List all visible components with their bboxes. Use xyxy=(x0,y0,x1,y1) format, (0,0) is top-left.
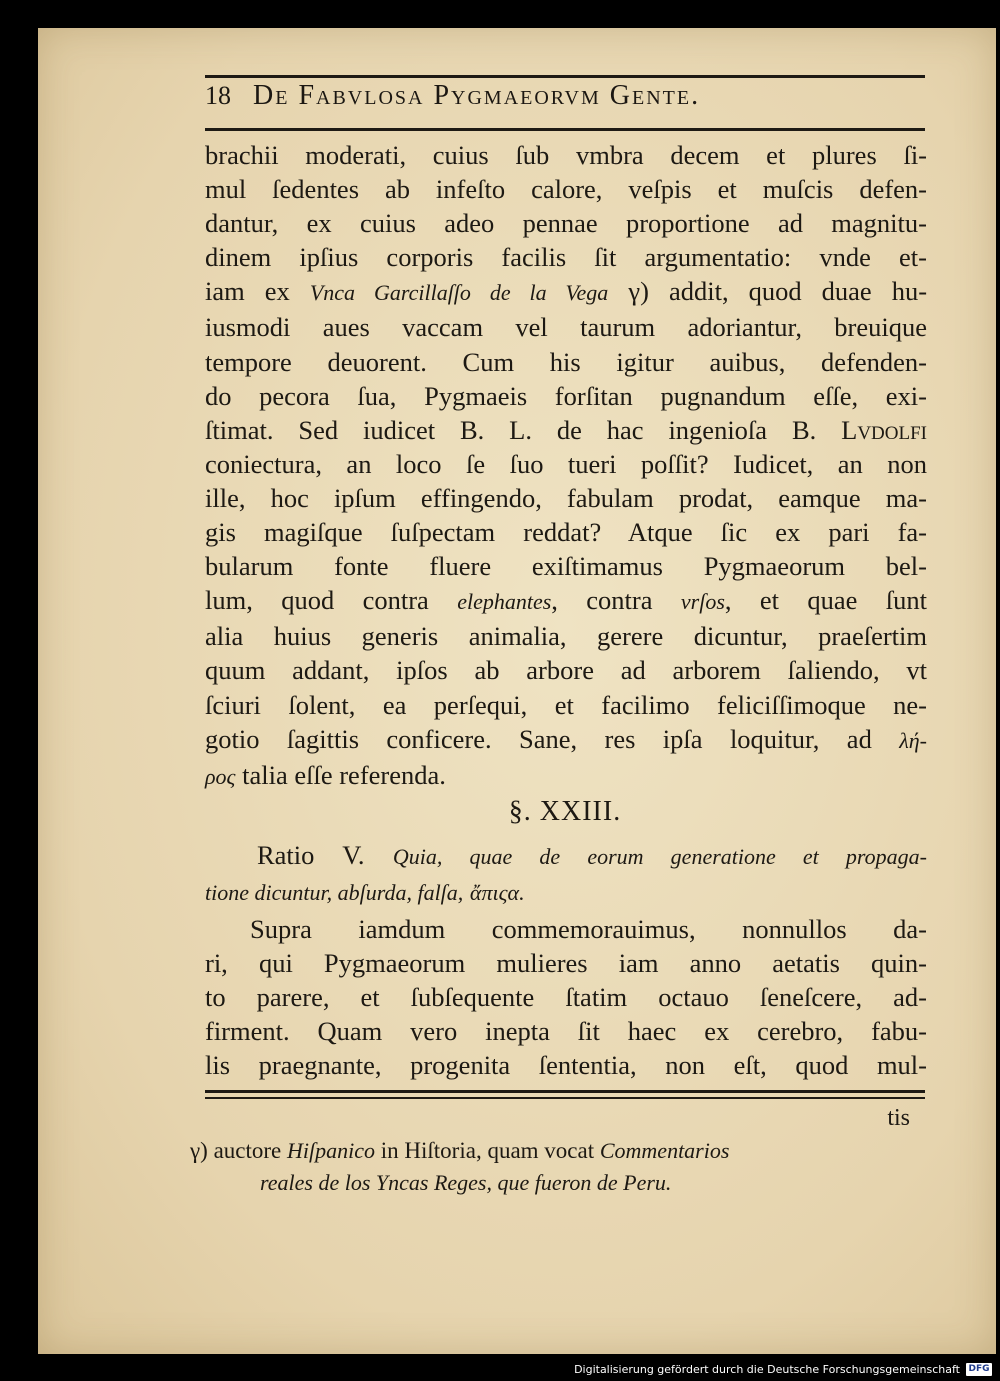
footnote-marker: γ) xyxy=(190,1138,208,1163)
footnote-line: γ) auctore Hiſpanico in Hiſtoria, quam vocat Commentarios xyxy=(190,1138,730,1163)
body-paragraph-2 xyxy=(205,912,927,1082)
ratio-paragraph xyxy=(205,838,927,910)
footnote-line: reales de los Yncas Reges, que fueron de Peru. xyxy=(260,1170,672,1195)
body-paragraph xyxy=(205,138,927,794)
italic-ursos: vrſos xyxy=(680,589,725,615)
footer-rule-thin xyxy=(205,1097,925,1099)
text-line: lum, quod contra elephantes, contra vrſos, et quae ſunt xyxy=(205,585,927,616)
ratio-italic: Quia, quae de eorum generatione et propaga- xyxy=(392,844,928,869)
text-line: coniectura, an loco ſe ſuo tueri poſſit? Iudicet, an non xyxy=(205,448,927,479)
greek-word: ρος xyxy=(205,763,236,789)
footer-rule xyxy=(205,1090,925,1093)
text-line: iam ex Vnca Garcillaſſo de la Vega γ) addit, quod duae hu- xyxy=(205,276,928,307)
ludolfi-name: vdolfi xyxy=(857,414,927,445)
digitization-credit xyxy=(574,1361,992,1377)
text-line: mul ſedentes ab infeſto calore, veſpis et muſcis defen- xyxy=(205,174,927,205)
header-rule-top xyxy=(205,75,925,78)
ratio-label: Ratio V. xyxy=(257,840,365,870)
page-number: 18 xyxy=(205,81,231,110)
text-line: tempore deuorent. Cum his igitur auibus, defenden- xyxy=(205,346,927,377)
text-line: quum addant, ipſos ab arbore ad arborem ſaliendo, vt xyxy=(205,655,927,686)
section-heading: §. XXIII. xyxy=(508,796,622,827)
greek-word: ἄπιςα. xyxy=(469,880,525,906)
text-line: brachii moderati, cuius ſub vmbra decem et plures ſi- xyxy=(205,140,927,170)
text-line: do pecora ſua, Pygmaeis forſitan pugnandum eſſe, exi- xyxy=(205,380,927,411)
catchword: tis xyxy=(887,1105,910,1131)
text-line: lis praegnante, progenita ſententia, non eſt, quod mul- xyxy=(205,1050,927,1081)
footnote-ref: γ) xyxy=(628,276,649,307)
running-title: De Fabvlosa Pygmaeorvm Gente. xyxy=(253,80,701,111)
text-line: ſciuri ſolent, ea perſequi, et facilimo feliciſſimoque ne- xyxy=(205,689,927,720)
ratio-italic: tione dicuntur, abſurda, falſa, xyxy=(205,880,464,906)
text-line xyxy=(205,874,927,910)
footnote xyxy=(190,1135,915,1199)
greek-word: λή- xyxy=(899,727,928,753)
italic-elephantes: elephantes xyxy=(457,589,552,615)
text-line: to parere, et ſubſequente ſtatim octauo ſeneſcere, ad- xyxy=(205,982,927,1013)
text-line: Supra iamdum commemorauimus, nonnullos da- xyxy=(250,914,927,944)
text-line: ri, qui Pygmaeorum mulieres iam anno aetatis quin- xyxy=(205,948,927,979)
text-line: gis magiſque ſuſpectam reddat? Atque ſic ex pari fa- xyxy=(205,517,927,548)
text-line: firment. Quam vero inepta ſit haec ex cerebro, fabu- xyxy=(205,1016,927,1047)
text-line: ſtimat. Sed iudicet B. L. de hac ingenioſa B. Lvdolfi xyxy=(205,414,927,445)
page-header xyxy=(205,80,925,120)
text-line: dantur, ex cuius adeo pennae proportione ad magnitu- xyxy=(205,208,927,239)
text-line xyxy=(205,838,927,874)
text-line: ille, hoc ipſum effingendo, fabulam prodat, eamque ma- xyxy=(205,482,927,513)
text-line: bularum fonte fluere exiſtimamus Pygmaeorum bel- xyxy=(205,551,927,582)
text-line: ρος talia eſſe referenda. xyxy=(205,759,446,790)
author-name: Vnca Garcillaſſo de la Vega xyxy=(309,280,609,306)
header-rule-bottom xyxy=(205,128,925,131)
text-line: iusmodi aues vaccam vel taurum adoriantur, breuique xyxy=(205,312,927,343)
text-line: gotio ſagittis conficere. Sane, res ipſa loquitur, ad λή- xyxy=(205,723,928,754)
text-line: alia huius generis animalia, gerere dicuntur, praeſertim xyxy=(205,621,927,652)
text-line: dinem ipſius corporis facilis ſit argumentatio: vnde et- xyxy=(205,242,927,273)
dfg-logo: DFG xyxy=(966,1363,992,1376)
credit-text: Digitalisierung gefördert durch die Deutsche Forschungsgemeinschaft xyxy=(574,1362,960,1376)
